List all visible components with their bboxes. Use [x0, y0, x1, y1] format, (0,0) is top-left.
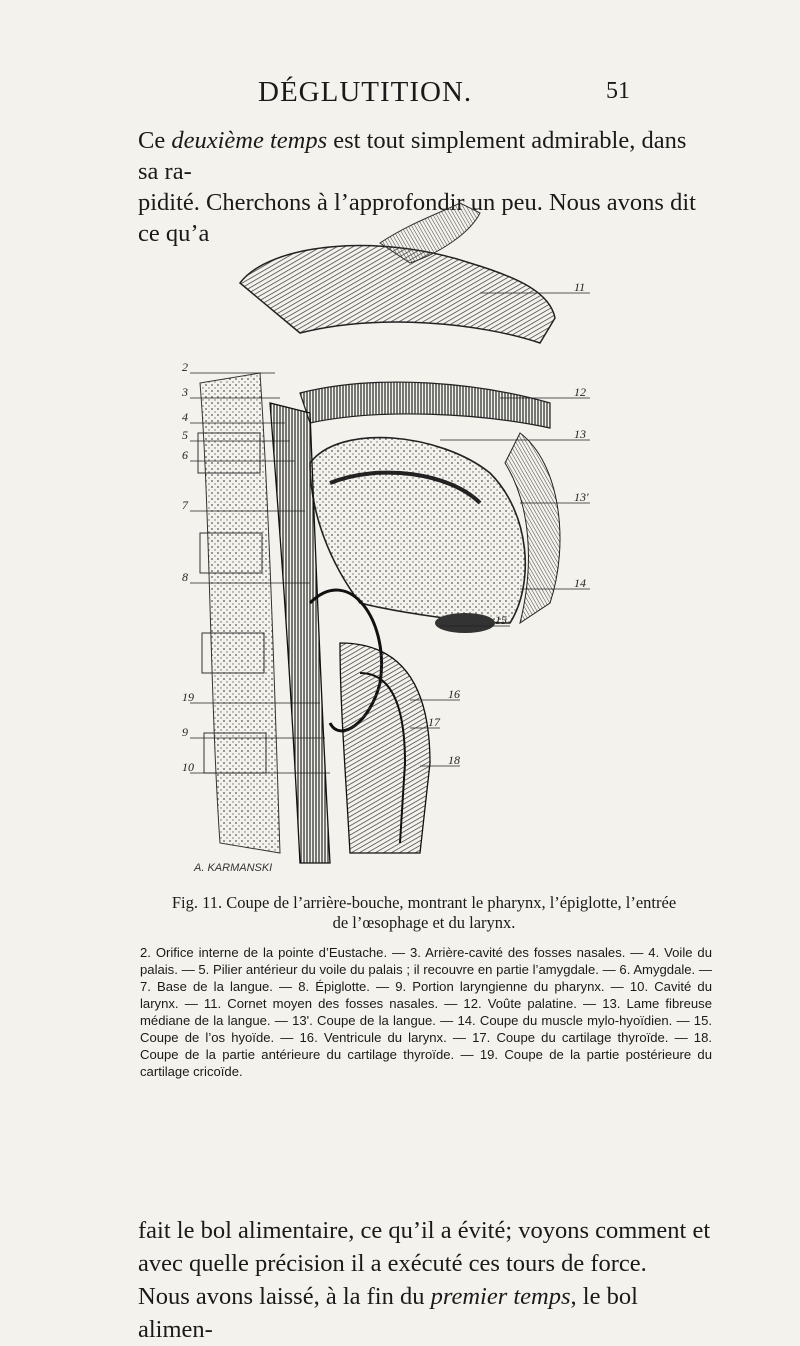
figure-label-9: 9 — [182, 725, 188, 739]
paragraph-2 — [138, 1214, 713, 1346]
figure-label-10: 10 — [182, 760, 194, 774]
page-number: 51 — [606, 78, 630, 104]
text-run: est tout simplement admirable, dans sa ra- — [138, 127, 687, 185]
figure-label-16: 16 — [448, 687, 460, 701]
caption-line-1: Fig. 11. Coupe de l’arrière-bouche, montrant le pharynx, l’épiglotte, l’entrée — [171, 893, 677, 912]
figure-label-4: 4 — [182, 410, 188, 424]
figure-label-6: 6 — [182, 448, 188, 462]
figure-label-12: 12 — [574, 385, 586, 399]
figure-label-18: 18 — [448, 753, 460, 767]
figure-legend: 2. Orifice interne de la pointe d’Eustache. — 3. Arrière-cavité des fosses nasales. — 4. Voile du palais. — 5. Pilier antérieur du voile du palais ; il recouvre en partie l’amygdale. — 6. Amygdale. — 7. Base de la langue. — 8. Épiglotte. — 9. Portion laryngienne du pharynx. — 10. Cavité du larynx. — 11. Cornet moyen des fosses nasales. — 12. Voûte palatine. — 13. Lame fibreuse médiane de la langue. — 13'. Coupe de la langue. — 14. Coupe du muscle mylo-hyoïdien. — 15. Coupe de l’os hyoïde. — 16. Ventricule du larynx. — 17. Coupe du cartilage thyroïde. — 18. Coupe de la partie antérieure du cartilage thyroïde. — 19. Coupe de la partie postérieure du cartilage cricoïde. — [140, 945, 712, 1079]
paragraph-2-line-3 — [138, 1280, 713, 1346]
figure-label-7: 7 — [182, 498, 188, 512]
figure-caption — [140, 893, 708, 933]
caption-line-2: de l’œsophage et du larynx. — [332, 913, 516, 932]
figure-label-11: 11 — [574, 280, 586, 294]
figure-label-8: 8 — [182, 570, 188, 584]
emphasis-text: deuxième temps — [171, 127, 328, 154]
paragraph-1-line-1 — [138, 125, 708, 187]
figure-label-5: 5 — [182, 428, 188, 442]
paragraph-2-line-1: fait le bol alimentaire, ce qu’il a évité; voyons comment et — [138, 1217, 711, 1244]
figure-label-13: 13 — [574, 427, 586, 441]
figure-label-19: 19 — [182, 690, 194, 704]
figure-label-15: 15 — [495, 613, 507, 627]
paragraph-1-line-2: pidité. Cherchons à l’approfondir un peu. Nous avons dit ce qu’a — [138, 189, 696, 247]
text-run: Nous avons laissé, à la fin du — [138, 1283, 431, 1310]
text-run: , le bol alimen- — [138, 1283, 638, 1343]
figure-label-2: 2 — [182, 360, 188, 374]
page-header — [0, 76, 800, 116]
throat-cross-section-illustration — [180, 203, 600, 883]
emphasis-text: premier temps — [430, 1283, 571, 1310]
figure-label-3: 3 — [182, 385, 188, 399]
figure-label-14: 14 — [574, 576, 586, 590]
running-title: DÉGLUTITION. — [258, 76, 473, 108]
figure-label-13-prime: 13' — [574, 490, 589, 504]
anatomical-figure — [180, 203, 600, 883]
figure-label-17: 17 — [428, 715, 440, 729]
engraver-signature: A. KARMANSKI — [194, 862, 273, 874]
paragraph-2-line-2: avec quelle précision il a exécuté ces tours de force. — [138, 1250, 647, 1277]
text-run: Ce — [138, 127, 172, 154]
